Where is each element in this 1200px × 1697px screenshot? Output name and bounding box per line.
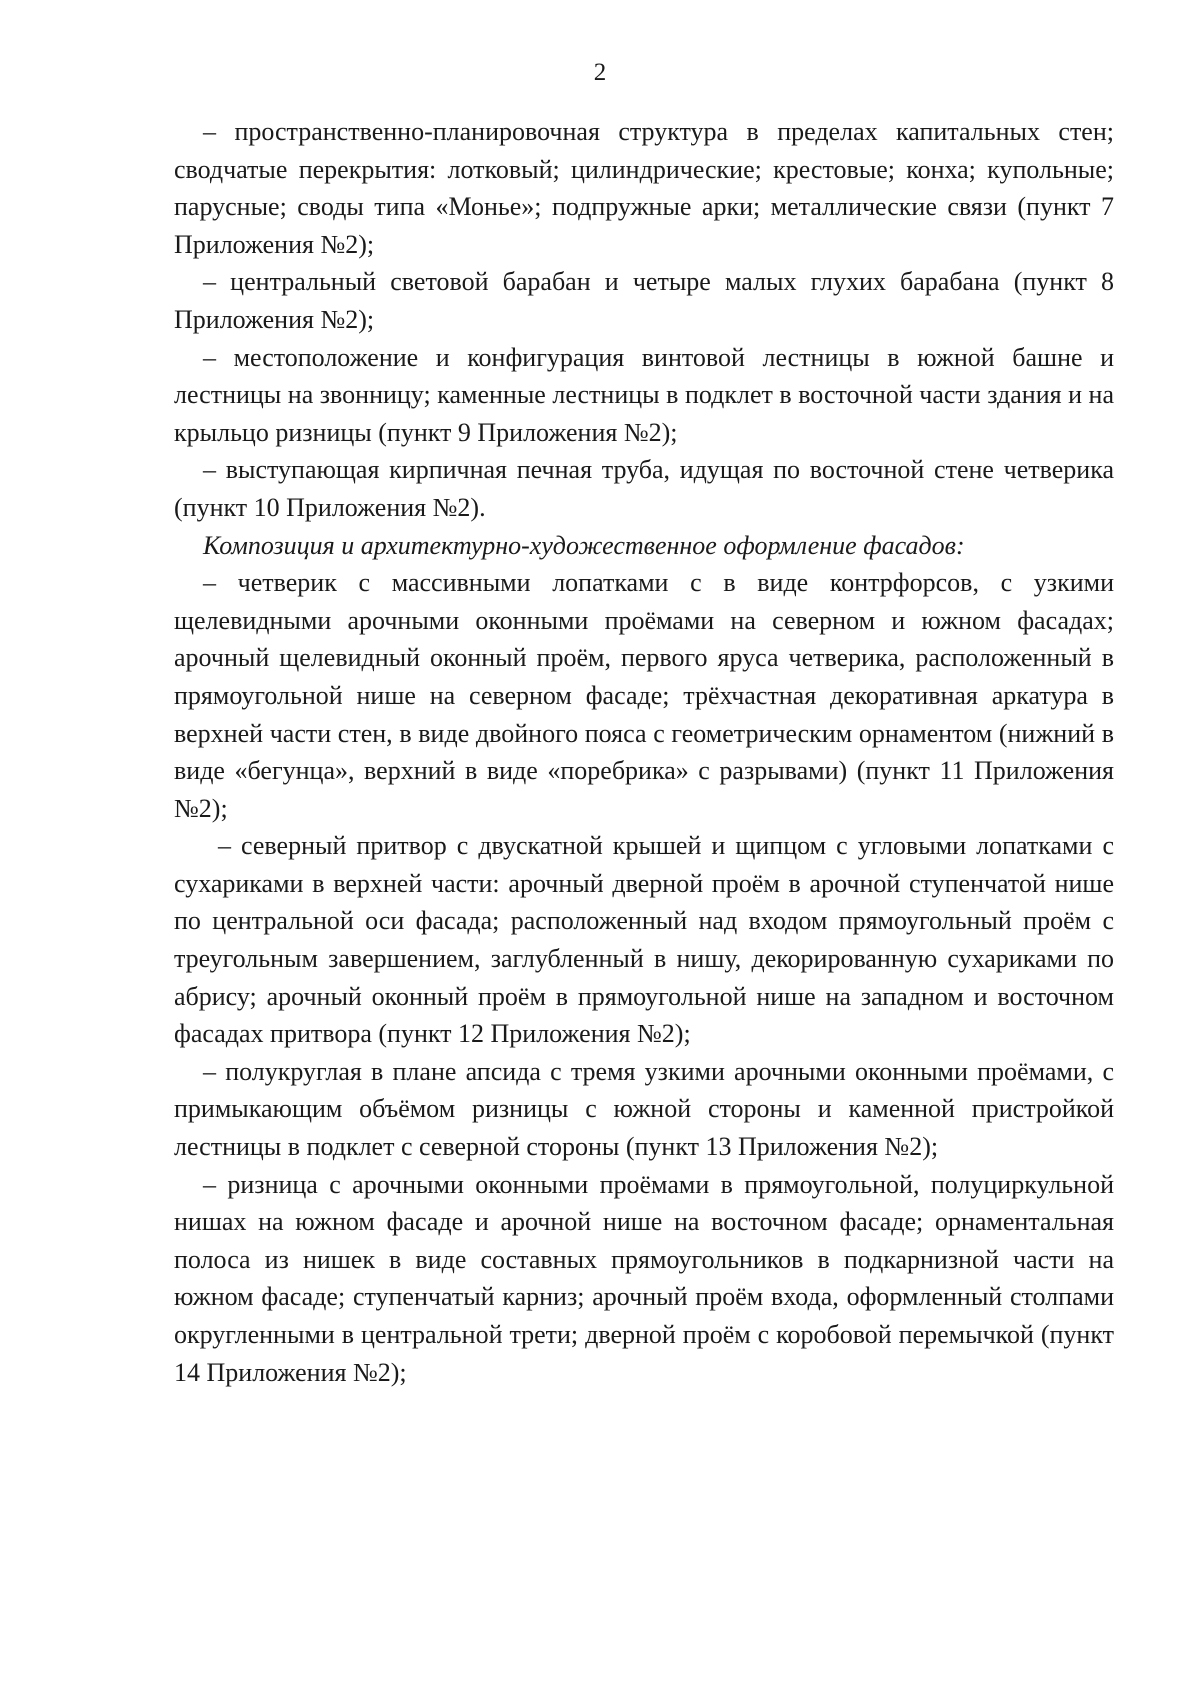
list-item-drums: – центральный световой барабан и четыре малых глухих барабана (пункт 8 Приложения №2); [174, 267, 1114, 334]
list-item-stairs: – местоположение и конфигурация винтовой лестницы в южной башне и лестницы на звонницу; каменные лестницы в подклет в восточной части здания и на крыльцо ризницы (пункт 9 Приложения №2); [174, 342, 1114, 447]
list-item-chimney: – выступающая кирпичная печная труба, идущая по восточной стене четверика (пункт 10 Приложения №2). [174, 455, 1114, 522]
page-number: 2 [593, 59, 607, 86]
list-item-porch: – северный притвор с двускатной крышей и щипцом с угловыми лопатками с сухариками в верхней части: арочный дверной проём в арочной ступенчатой нише по центральной оси фасада; расположенный над входом прямоугольный проём с треугольным завершением, заглубленный в нишу, декорированную сухариками по абрису; арочный оконный проём в прямоугольной нише на западном и восточном фасадах притвора (пункт 12 Приложения №2); [174, 831, 1114, 1049]
section-heading: Композиция и архитектурно-художественное оформление фасадов: [203, 530, 965, 560]
list-item-structure: – пространственно-планировочная структура в пределах капитальных стен; сводчатые перекрытия: лотковый; цилиндрические; крестовые; конха; купольные; парусные; своды типа «Монье»; подпружные арки; металлические связи (пункт 7 Приложения №2); [174, 117, 1114, 259]
document-body [174, 113, 1114, 1391]
list-item-sacristy: – ризница с арочными оконными проёмами в прямоугольной, полуциркульной нишах на южном фасаде и арочной нише на восточном фасаде; орнаментальная полоса из нишек в виде составных прямоугольников в подкарнизной части на южном фасаде; ступенчатый карниз; арочный проём входа, оформленный столпами округленными в центральной трети; дверной проём с коробовой перемычкой (пункт 14 Приложения №2); [174, 1169, 1114, 1387]
list-item-chetverik: – четверик с массивными лопатками с в виде контрфорсов, с узкими щелевидными арочными оконными проёмами на северном и южном фасадах; арочный щелевидный оконный проём, первого яруса четверика, расположенный в прямоугольной нише на северном фасаде; трёхчастная декоративная аркатура в верхней части стен, в виде двойного пояса с геометрическим орнаментом (нижний в виде «бегунца», верхний в виде «поребрика» с разрывами) (пункт 11 Приложения №2); [174, 568, 1114, 823]
list-item-apse: – полукруглая в плане апсида с тремя узкими арочными оконными проёмами, с примыкающим объёмом ризницы с южной стороны и каменной пристройкой лестницы в подклет с северной стороны (пункт 13 Приложения №2); [174, 1056, 1114, 1162]
